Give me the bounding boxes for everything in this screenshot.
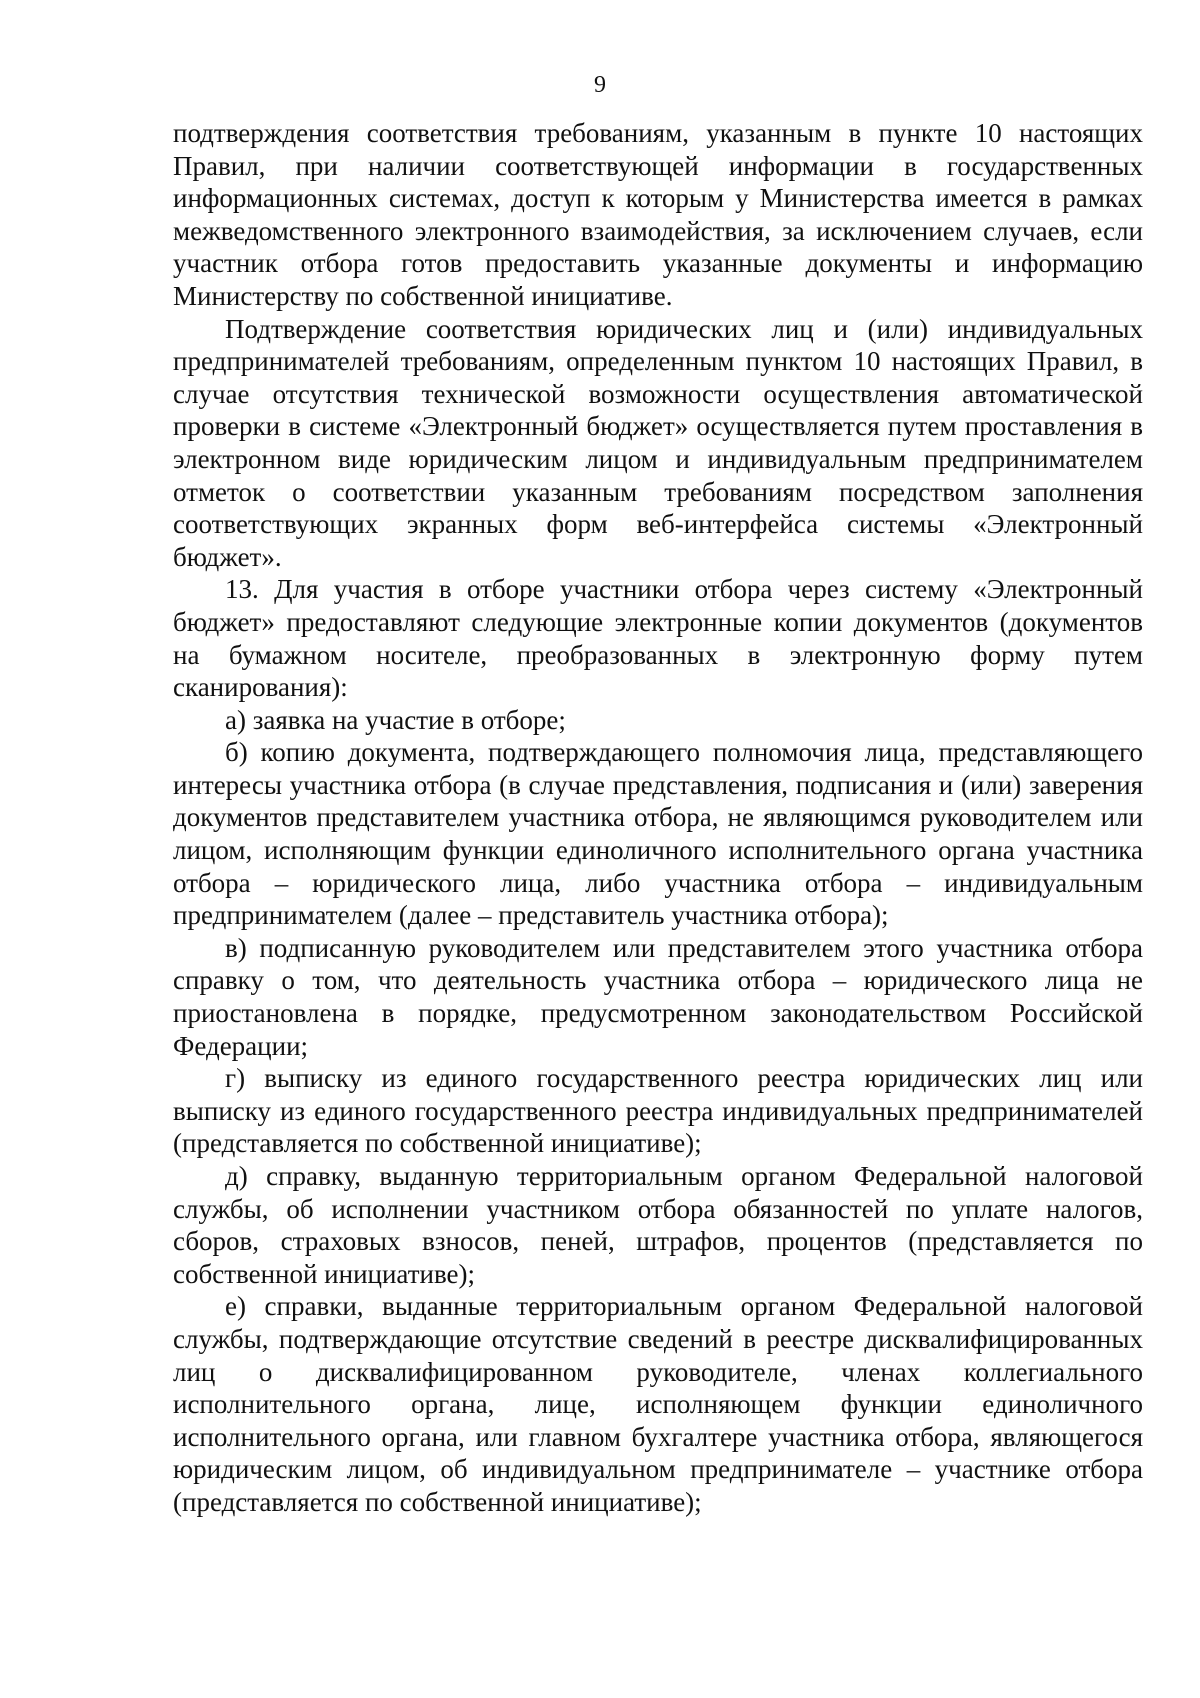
page-number: 9 [594, 72, 606, 98]
paragraph-item-13: 13. Для участия в отборе участники отбора через систему «Электронный бюджет» предоставляют следующие электронные копии документов (документов на бумажном носителе, преобразованных в электронную форму путем сканирования): [173, 574, 1143, 703]
list-item-g: г) выписку из единого государственного реестра юридических лиц или выписку из единого государственного реестра индивидуальных предпринимателей (представляется по собственной инициативе); [173, 1063, 1143, 1159]
list-item-e: е) справки, выданные территориальным органом Федеральной налоговой службы, подтверждающие отсутствие сведений в реестре дисквалифицированных лиц о дисквалифицированном руководителе, членах коллегиального исполнительного органа, лице, исполняющем функции единоличного исполнительного органа, или главном бухгалтере участника отбора, являющегося юридическим лицом, об индивидуальном предпринимателе – участнике отбора (представляется по собственной инициативе); [173, 1291, 1143, 1517]
list-item-b: б) копию документа, подтверждающего полномочия лица, представляющего интересы участника отбора (в случае представления, подписания и (или) заверения документов представителем участника отбора, не являющимся руководителем или лицом, исполняющим функции единоличного исполнительного органа участника отбора – юридического лица, либо участника отбора – индивидуальным предпринимателем (далее – представитель участника отбора); [173, 737, 1143, 931]
list-item-d: д) справку, выданную территориальным органом Федеральной налоговой службы, об исполнении участником отбора обязанностей по уплате налогов, сборов, страховых взносов, пеней, штрафов, процентов (представляется по собственной инициативе); [173, 1161, 1143, 1289]
list-item-v: в) подписанную руководителем или представителем этого участника отбора справку о том, что деятельность участника отбора – юридического лица не приостановлена в порядке, предусмотренном законодательством Российской Федерации; [173, 932, 1143, 1061]
paragraph-confirmation: Подтверждение соответствия юридических лиц и (или) индивидуальных предпринимателей требованиям, определенным пунктом 10 настоящих Правил, в случае отсутствия технической возможности осуществления автоматической проверки в системе «Электронный бюджет» осуществляется путем проставления в электронном виде юридическим лицом и индивидуальным предпринимателем отметок о соответствии указанным требованиям посредством заполнения соответствующих экранных форм веб-интерфейса системы «Электронный бюджет». [173, 313, 1143, 572]
paragraph-continuation: подтверждения соответствия требованиям, указанным в пункте 10 настоящих Правил, при наличии соответствующей информации в государственных информационных системах, доступ к которым у Министерства имеется в рамках межведомственного электронного взаимодействия, за исключением случаев, если участник отбора готов предоставить указанные документы и информацию Министерству по собственной инициативе. [173, 118, 1143, 311]
document-body [173, 117, 1143, 1519]
list-item-a: а) заявка на участие в отборе; [225, 704, 566, 735]
